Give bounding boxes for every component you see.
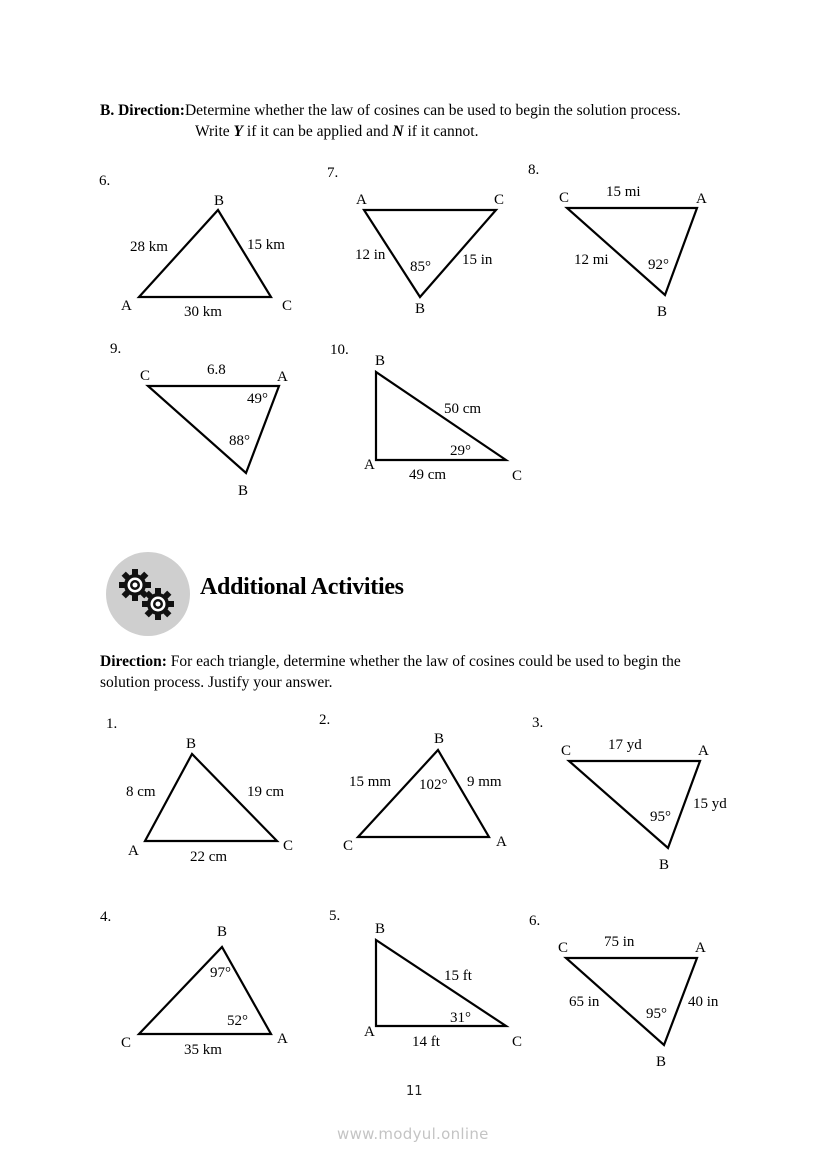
angle-label: 92°: [648, 257, 669, 273]
vertex-label-b: B: [434, 731, 445, 747]
triangle-item-3: [532, 715, 727, 873]
watermark: www.modyul.online: [337, 1125, 489, 1143]
side-label: 15 mm: [349, 774, 392, 790]
vertex-label-b: B: [656, 1054, 667, 1070]
triangle-item-4: [100, 909, 288, 1058]
vertex-label-a: A: [698, 743, 709, 759]
direction-text: if it can be applied and: [243, 123, 393, 140]
triangle-item-2: [319, 712, 507, 854]
vertex-label-b: B: [659, 857, 670, 873]
vertex-label-a: A: [121, 298, 132, 314]
vertex-label-c: C: [283, 838, 294, 854]
vertex-label-b: B: [186, 736, 197, 752]
triangle-item-5: [329, 908, 522, 1050]
vertex-label-a: A: [356, 192, 367, 208]
vertex-label-b: B: [214, 193, 225, 209]
direction-text: if it cannot.: [403, 123, 479, 140]
item-number: 10.: [330, 342, 349, 358]
side-label: 15 ft: [444, 968, 472, 984]
direction-label: Direction:: [100, 653, 167, 670]
vertex-label-c: C: [559, 190, 570, 206]
side-label: 49 cm: [409, 467, 447, 483]
side-label: 14 ft: [412, 1034, 440, 1050]
vertex-label-c: C: [561, 743, 572, 759]
side-label: 22 cm: [190, 849, 228, 865]
direction-text: Write: [195, 123, 234, 140]
vertex-label-b: B: [375, 353, 386, 369]
part-b-label: B. Direction:: [100, 102, 185, 119]
vertex-label-b: B: [375, 921, 386, 937]
vertex-label-a: A: [364, 1024, 375, 1040]
side-label: 75 in: [604, 934, 635, 950]
side-label: 28 km: [130, 239, 168, 255]
vertex-label-b: B: [415, 301, 426, 317]
item-number: 7.: [327, 165, 339, 181]
side-label: 15 in: [462, 252, 493, 268]
triangle-item-1: [106, 716, 293, 865]
section-title: Additional Activities: [200, 574, 404, 600]
vertex-label-b: B: [238, 483, 249, 499]
vertex-label-c: C: [343, 838, 354, 854]
item-number: 9.: [110, 341, 122, 357]
angle-label: 49°: [247, 391, 268, 407]
side-label: 50 cm: [444, 401, 482, 417]
vertex-label-c: C: [282, 298, 293, 314]
triangle-shape: [569, 761, 700, 848]
triangle-shape: [376, 940, 506, 1026]
vertex-label-c: C: [558, 940, 569, 956]
part-b-direction-line1: Determine whether the law of cosines can be used to begin the solution process.: [184, 102, 681, 119]
item-number: 4.: [100, 909, 112, 925]
angle-label: 97°: [210, 965, 231, 981]
side-label: 9 mm: [467, 774, 502, 790]
angle-label: 95°: [646, 1006, 667, 1022]
triangle-shape: [139, 947, 271, 1034]
triangle-item-6b: [529, 913, 719, 1070]
side-label: 35 km: [184, 1042, 222, 1058]
n-letter: N: [392, 123, 404, 140]
vertex-label-c: C: [512, 1034, 523, 1050]
angle-label: 88°: [229, 433, 250, 449]
vertex-label-c: C: [121, 1035, 132, 1051]
item-number: 6.: [529, 913, 541, 929]
vertex-label-b: B: [217, 924, 228, 940]
side-label: 65 in: [569, 994, 600, 1010]
vertex-label-c: C: [494, 192, 505, 208]
direction-text-line2: solution process. Justify your answer.: [100, 674, 333, 691]
angle-label: 95°: [650, 809, 671, 825]
angle-label: 31°: [450, 1010, 471, 1026]
item-number: 1.: [106, 716, 118, 732]
vertex-label-a: A: [277, 1031, 288, 1047]
vertex-label-b: B: [657, 304, 668, 320]
vertex-label-a: A: [696, 191, 707, 207]
item-number: 2.: [319, 712, 331, 728]
side-label: 40 in: [688, 994, 719, 1010]
angle-label: 102°: [419, 777, 448, 793]
side-label: 8 cm: [126, 784, 156, 800]
vertex-label-c: C: [512, 468, 523, 484]
side-label: 17 yd: [608, 737, 642, 753]
vertex-label-a: A: [695, 940, 706, 956]
y-letter: Y: [233, 123, 244, 140]
vertex-label-a: A: [496, 834, 507, 850]
item-number: 8.: [528, 162, 540, 178]
side-label: 15 mi: [606, 184, 641, 200]
angle-label: 29°: [450, 443, 471, 459]
side-label: 19 cm: [247, 784, 285, 800]
angle-label: 52°: [227, 1013, 248, 1029]
item-number: 5.: [329, 908, 341, 924]
side-label: 30 km: [184, 304, 222, 320]
page-number: 11: [406, 1084, 423, 1099]
direction-text: For each triangle, determine whether the law of cosines could be used to begin the: [166, 653, 681, 670]
item-number: 3.: [532, 715, 544, 731]
triangle-shape: [358, 750, 489, 837]
side-label: 12 in: [355, 247, 386, 263]
vertex-label-c: C: [140, 368, 151, 384]
side-label: 15 km: [247, 237, 285, 253]
vertex-label-a: A: [364, 457, 375, 473]
vertex-label-a: A: [277, 369, 288, 385]
side-label: 15 yd: [693, 796, 727, 812]
side-label: 12 mi: [574, 252, 609, 268]
side-label: 6.8: [207, 362, 226, 378]
angle-label: 85°: [410, 259, 431, 275]
item-number: 6.: [99, 173, 111, 189]
vertex-label-a: A: [128, 843, 139, 859]
